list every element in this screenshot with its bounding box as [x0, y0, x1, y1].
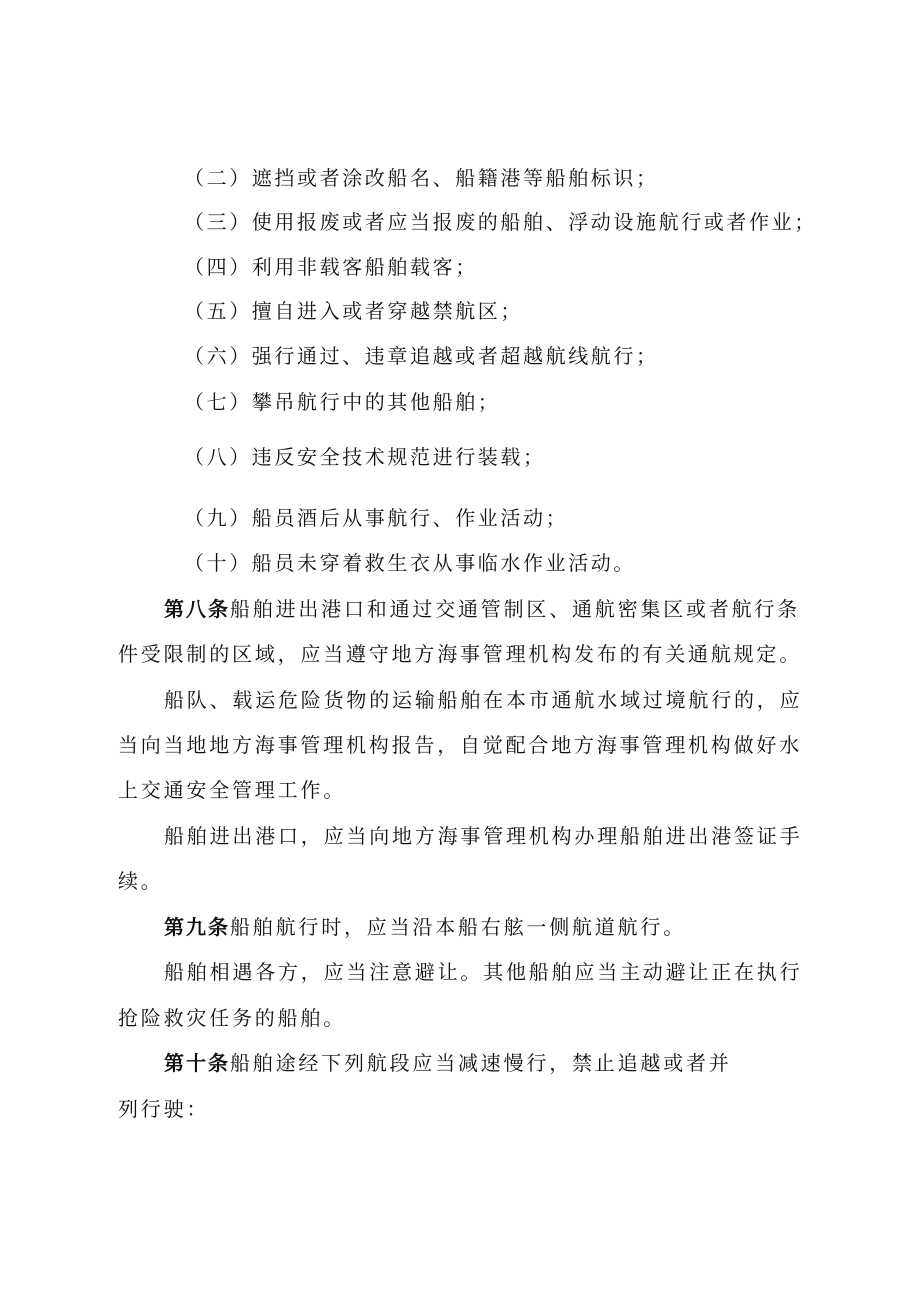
list-item-5: （五）擅自进入或者穿越禁航区； [184, 299, 523, 323]
article-9-paragraph-2-line-2: 抢险救灾任务的船舶。 [118, 1006, 346, 1030]
article-8-paragraph-3-line-1: 船舶进出港口，应当向地方海事管理机构办理船舶进出港签证手 [164, 824, 803, 848]
list-item-10: （十）船员未穿着救生衣从事临水作业活动。 [184, 551, 636, 575]
list-item-9: （九）船员酒后从事航行、作业活动； [184, 506, 569, 530]
article-9-heading: 第九条 [164, 915, 230, 939]
article-10-text-1: 船舶途经下列航段应当减速慢行，禁止追越或者并 [230, 1051, 732, 1075]
list-item-8: （八）违反安全技术规范进行装载； [184, 445, 546, 469]
article-8-line-1 [164, 595, 864, 623]
article-8-line-2: 件受限制的区域，应当遵守地方海事管理机构发布的有关通航规定。 [118, 642, 802, 666]
article-9-line-1 [164, 913, 864, 941]
list-item-7: （七）攀吊航行中的其他船舶； [184, 390, 501, 414]
article-10-line-2: 列行驶： [118, 1097, 210, 1121]
article-8-paragraph-3-line-2: 续。 [118, 869, 164, 893]
article-8-heading: 第八条 [164, 597, 230, 621]
list-item-3: （三）使用报废或者应当报废的船舶、浮动设施航行或者作业； [184, 210, 817, 234]
list-item-2: （二）遮挡或者涂改船名、船籍港等船舶标识； [184, 166, 659, 190]
article-10-line-1 [164, 1049, 864, 1077]
article-9-text-1: 船舶航行时，应当沿本船右舷一侧航道航行。 [230, 915, 686, 939]
article-10-heading: 第十条 [164, 1051, 230, 1075]
list-item-4: （四）利用非载客船舶载客； [184, 255, 478, 279]
list-item-6: （六）强行通过、违章追越或者超越航线航行； [184, 344, 659, 368]
article-9-paragraph-2-line-1: 船舶相遇各方，应当注意避让。其他船舶应当主动避让正在执行 [164, 960, 803, 984]
article-8-paragraph-2-line-1: 船队、载运危险货物的运输船舶在本市通航水域过境航行的，应 [164, 688, 803, 712]
article-8-text-1: 船舶进出港口和通过交通管制区、通航密集区或者航行条 [230, 597, 800, 621]
article-8-paragraph-2-line-3: 上交通安全管理工作。 [118, 778, 346, 802]
article-8-paragraph-2-line-2: 当向当地地方海事管理机构报告，自觉配合地方海事管理机构做好水 [118, 733, 802, 757]
